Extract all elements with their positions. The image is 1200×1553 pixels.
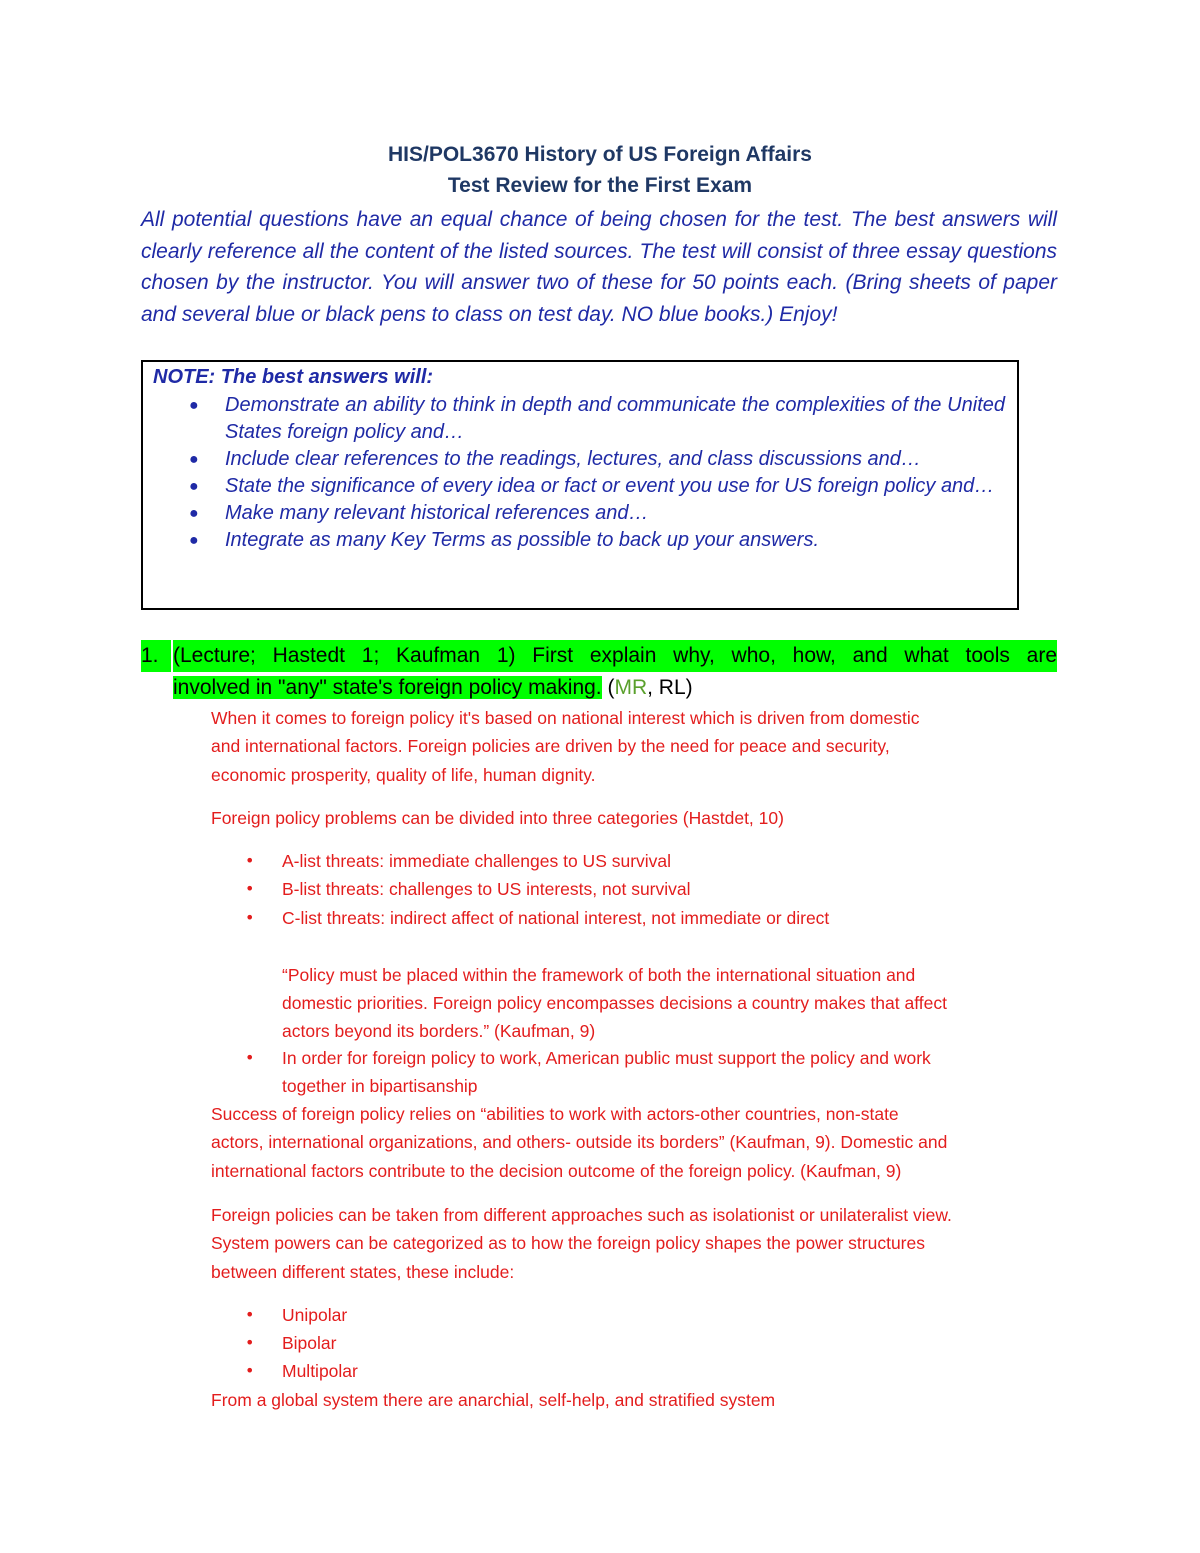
note-item: ● Demonstrate an ability to think in depth and communicate the complexities of the United States foreign policy and… [189, 394, 1005, 443]
mr-initials: MR [614, 676, 648, 699]
bullet-icon: ● [189, 532, 199, 549]
bullet-icon: ● [189, 505, 199, 522]
polarity-item: Bipolar [282, 1333, 337, 1353]
note-box [141, 360, 1019, 610]
document-title: HIS/POL3670 History of US Foreign Affairs [388, 143, 812, 166]
answer-line: When it comes to foreign policy it's based on national interest which is driven from domestic [211, 708, 920, 728]
polarity-item: Unipolar [282, 1305, 348, 1325]
question-text-line1: (Lecture; Hastedt 1; Kaufman 1) First explain why, who, how, and what tools are [173, 640, 1057, 672]
note-item: ● State the significance of every idea or fact or event you use for US foreign policy and… [143, 473, 1017, 500]
bullet-icon: ● [189, 451, 199, 468]
answer-line: System powers can be categorized as to how the foreign policy shapes the power structures [211, 1233, 925, 1253]
bullet-icon: • [245, 908, 255, 927]
bullet-icon: • [245, 1333, 255, 1352]
note-item: ● Integrate as many Key Terms as possible to back up your answers. [143, 527, 1017, 554]
document-subtitle: Test Review for the First Exam [447, 174, 753, 197]
bullet-icon: ● [189, 397, 199, 414]
note-item: ● Make many relevant historical references and… [143, 500, 1017, 527]
bullet-icon: ● [189, 478, 199, 495]
threat-item: B-list threats: challenges to US interests, not survival [282, 879, 691, 899]
answer-line: actors, international organizations, and others- outside its borders” (Kaufman, 9). Domestic and [211, 1132, 948, 1152]
answer-line: between different states, these include: [211, 1262, 515, 1282]
threat-item: C-list threats: indirect affect of national interest, not immediate or direct [282, 908, 830, 928]
quote-line: domestic priorities. Foreign policy encompasses decisions a country makes that affect [282, 993, 947, 1013]
quote-line: actors beyond its borders.” (Kaufman, 9) [282, 1021, 596, 1041]
question-text-line2: involved in "any" state's foreign policy making. (MR, RL) [173, 676, 693, 699]
threat-item: A-list threats: immediate challenges to US survival [282, 851, 672, 871]
bullet-icon: • [245, 851, 255, 870]
bullet-icon: • [245, 1048, 255, 1067]
quote-line: “Policy must be placed within the framework of both the international situation and [282, 965, 916, 985]
bullet-icon: • [245, 879, 255, 898]
bipartisan-line: In order for foreign policy to work, American public must support the policy and work [282, 1048, 931, 1068]
answer-line: economic prosperity, quality of life, human dignity. [211, 765, 596, 785]
intro-paragraph: All potential questions have an equal chance of being chosen for the test. The best answers will clearly reference all the content of the listed sources. The test will consist of three essay questions chosen by the instructor. You will answer two of these for 50 points each. (Bring sheets of paper and several blue or black pens to class on test day. NO blue books.) Enjoy! [141, 208, 1057, 326]
answer-line: and international factors. Foreign policies are driven by the need for peace and security, [211, 736, 890, 756]
answer-line: Foreign policies can be taken from different approaches such as isolationist or unilateralist view. [211, 1205, 952, 1225]
answer-line: international factors contribute to the decision outcome of the foreign policy. (Kaufman, 9) [211, 1161, 902, 1181]
note-item: ● Include clear references to the readings, lectures, and class discussions and… [143, 446, 1017, 473]
bipartisan-line: together in bipartisanship [282, 1076, 478, 1096]
answer-line: Foreign policy problems can be divided into three categories (Hastdet, 10) [211, 808, 784, 828]
polarity-item: Multipolar [282, 1361, 358, 1381]
answer-line: Success of foreign policy relies on “abilities to work with actors-other countries, non-state [211, 1104, 899, 1124]
bullet-icon: • [245, 1361, 255, 1380]
note-list [143, 392, 1017, 554]
note-heading: NOTE: The best answers will: [153, 366, 434, 388]
answer-line: From a global system there are anarchial, self-help, and stratified system [211, 1390, 776, 1410]
bullet-icon: • [245, 1305, 255, 1324]
question-highlight: involved in "any" state's foreign policy making. [173, 676, 602, 699]
question-number: 1. [141, 640, 171, 672]
